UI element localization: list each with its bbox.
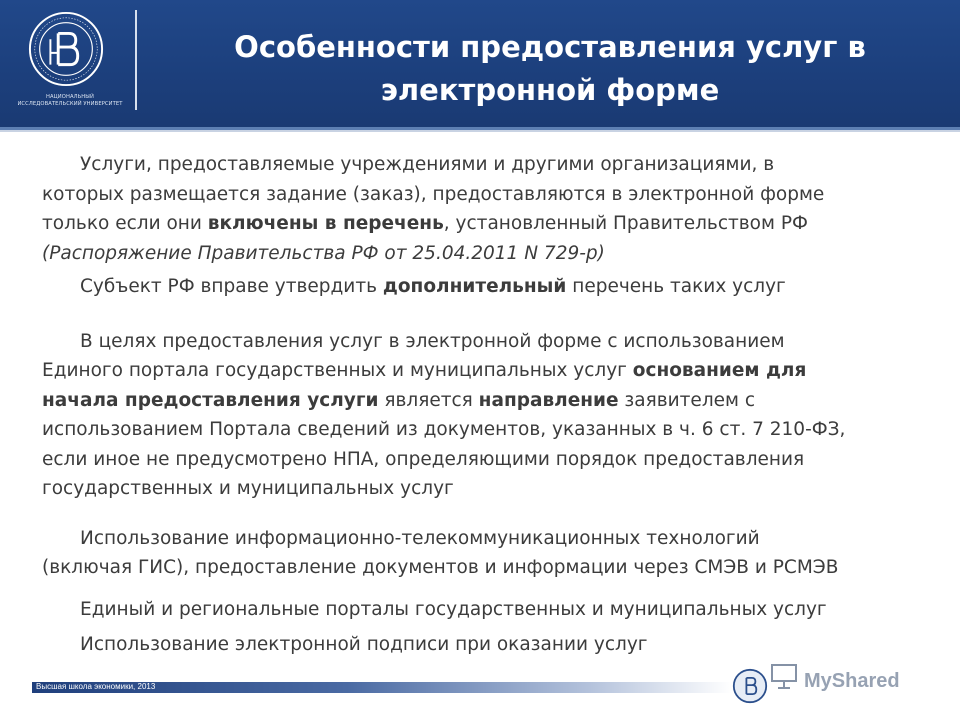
p4-line-1: Использование информационно-телекоммуникационных технологий [80,527,760,549]
slide-body [42,150,922,660]
p3-line-3-bold: начала предоставления услуги [42,389,379,411]
p2-c: перечень таких услуг [566,276,786,297]
watermark-text: MyShared [804,670,900,692]
paragraph-2 [42,272,922,302]
header-rule-light [0,130,960,132]
p1-line-2: которых размещается задание (заказ), предоставляются в электронной форме [42,183,825,205]
p3-line-4: использованием Портала сведений из документов, указанных в ч. 6 ст. 7 210-ФЗ, [42,419,846,440]
watermark-logo-icon [732,668,768,704]
p2-bold: дополнительный [382,276,567,297]
paragraph-3 [42,327,922,504]
p3-line-6: государственных и муниципальных услуг [42,478,454,499]
p1-line-3-c: , установленный Правительством РФ [443,213,808,234]
title-line-1: Особенности предоставления услуг в [234,30,866,64]
p3-line-1: В целях предоставления услуг в электронной форме с использованием [80,330,785,352]
page-title [140,26,960,112]
hse-logo-icon [27,10,105,88]
footer-text: Высшая школа экономики, 2013 [36,682,156,691]
p3-line-3-b: является [378,389,479,411]
p3-line-3-d: заявителем с [618,389,756,411]
p3-line-5: если иное не предусмотрено НПА, определяющими порядок предоставления [42,448,805,470]
p1-line-3-bold: включены в перечень [207,213,444,234]
p1-line-3-a: только если они [42,213,208,234]
p1-line-1: Услуги, предоставляемые учреждениями и другими организациями, в [80,154,775,175]
paragraph-1 [42,150,922,268]
p2-a: Субъект РФ вправе утвердить [80,276,383,297]
p3-line-2-a: Единого портала государственных и муниципальных услуг [42,360,633,381]
logo-divider [135,10,137,110]
p1-line-3 [42,209,922,239]
logo-caption: НАЦИОНАЛЬНЫЙ ИССЛЕДОВАТЕЛЬСКИЙ УНИВЕРСИТЕТ [17,94,123,107]
header-bar [0,0,960,127]
p3-line-3-bold-2: направление [478,389,619,411]
p3-line-3 [42,386,922,416]
paragraph-6: Использование электронной подписи при оказании услуг [80,634,648,655]
p1-line-4-reference: (Распоряжение Правительства РФ от 25.04.2011 N 729-р) [42,242,605,264]
title-line-2: электронной форме [380,73,720,107]
paragraph-4 [42,524,922,583]
p3-line-2 [42,356,922,386]
presentation-icon [769,662,799,690]
p4-line-2: (включая ГИС), предоставление документов и информации через СМЭВ и РСМЭВ [42,557,839,578]
p3-line-2-bold: основанием для [632,360,807,381]
paragraph-5: Единый и региональные порталы государственных и муниципальных услуг [80,598,827,620]
